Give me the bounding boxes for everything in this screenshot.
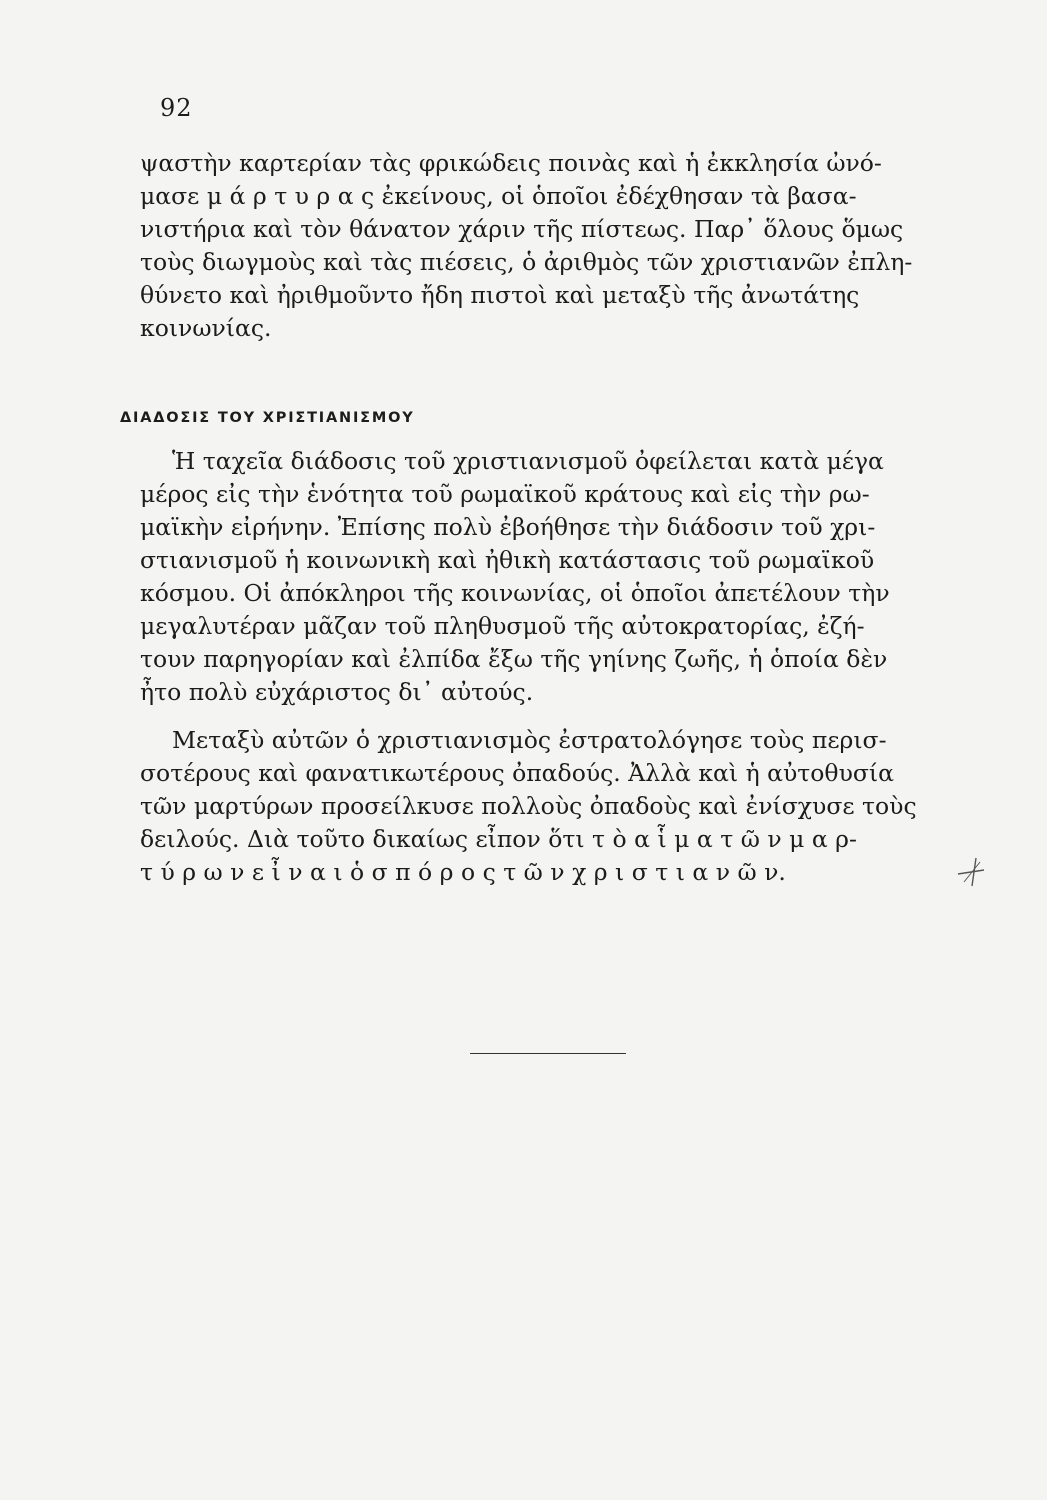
text-line: δειλούς. Διὰ τοῦτο δικαίως εἶπον ὅτι τ ὸ α ἷ μ α τ ῶ ν μ α ρ- — [140, 825, 857, 853]
text-line: μαϊκὴν εἰρήνην. Ἐπίσης πολὺ ἐβοήθησε τὴν διάδοσιν τοῦ χρι- — [140, 513, 876, 541]
text-line: μέρος εἰς τὴν ἑνότητα τοῦ ρωμαϊκοῦ κράτους καὶ εἰς τὴν ρω- — [140, 480, 870, 508]
text-line: τοὺς διωγμοὺς καὶ τὰς πιέσεις, ὁ ἀριθμὸς τῶν χριστιανῶν ἐπλη- — [140, 248, 913, 276]
handwritten-cross-mark — [950, 850, 990, 890]
text-line: τουν παρηγορίαν καὶ ἐλπίδα ἔξω τῆς γηίνης ζωῆς, ἡ ὁποία δὲν — [140, 645, 888, 673]
text-line: Μεταξὺ αὐτῶν ὁ χριστιανισμὸς ἐστρατολόγησε τοὺς περισ- — [172, 726, 887, 754]
text-line: σοτέρους καὶ φανατικωτέρους ὀπαδούς. Ἀλλὰ καὶ ἡ αὐτοθυσία — [140, 759, 894, 787]
text-line: κόσμου. Οἱ ἀπόκληροι τῆς κοινωνίας, οἱ ὁποῖοι ἀπετέλουν τὴν — [140, 579, 890, 607]
text-line: κοινωνίας. — [140, 314, 272, 342]
section-heading: ΔΙΑΔΟΣΙΣ ΤΟΥ ΧΡΙΣΤΙΑΝΙΣΜΟΥ — [120, 410, 415, 426]
text-line: θύνετο καὶ ἠριθμοῦντο ἤδη πιστοὶ καὶ μεταξὺ τῆς ἀνωτάτης — [140, 281, 860, 309]
text-line: τ ύ ρ ω ν ε ἶ ν α ι ὁ σ π ό ρ ο ς τ ῶ ν χ ρ ι σ τ ι α ν ῶ ν. — [140, 858, 786, 886]
end-rule — [470, 1053, 626, 1054]
text-line: Ἡ ταχεῖα διάδοσις τοῦ χριστιανισμοῦ ὀφείλεται κατὰ μέγα — [172, 447, 884, 475]
text-line: μασε μ ά ρ τ υ ρ α ς ἐκείνους, οἱ ὁποῖοι ἐδέχθησαν τὰ βασα- — [140, 182, 857, 210]
text-line: μεγαλυτέραν μᾶζαν τοῦ πληθυσμοῦ τῆς αὐτοκρατορίας, ἐζή- — [140, 612, 865, 640]
text-line: ψαστὴν καρτερίαν τὰς φρικώδεις ποινὰς καὶ ἡ ἐκκλησία ὠνό- — [140, 149, 882, 177]
text-line: ἦτο πολὺ εὐχάριστος δι᾽ αὐτούς. — [140, 678, 534, 706]
page-number: 92 — [160, 94, 193, 122]
text-line: τῶν μαρτύρων προσείλκυσε πολλοὺς ὀπαδοὺς καὶ ἐνίσχυσε τοὺς — [140, 792, 917, 820]
text-line: νιστήρια καὶ τὸν θάνατον χάριν τῆς πίστεως. Παρ᾽ ὅλους ὅμως — [140, 215, 904, 243]
text-line: στιανισμοῦ ἡ κοινωνικὴ καὶ ἠθικὴ κατάστασις τοῦ ρωμαϊκοῦ — [140, 546, 875, 574]
